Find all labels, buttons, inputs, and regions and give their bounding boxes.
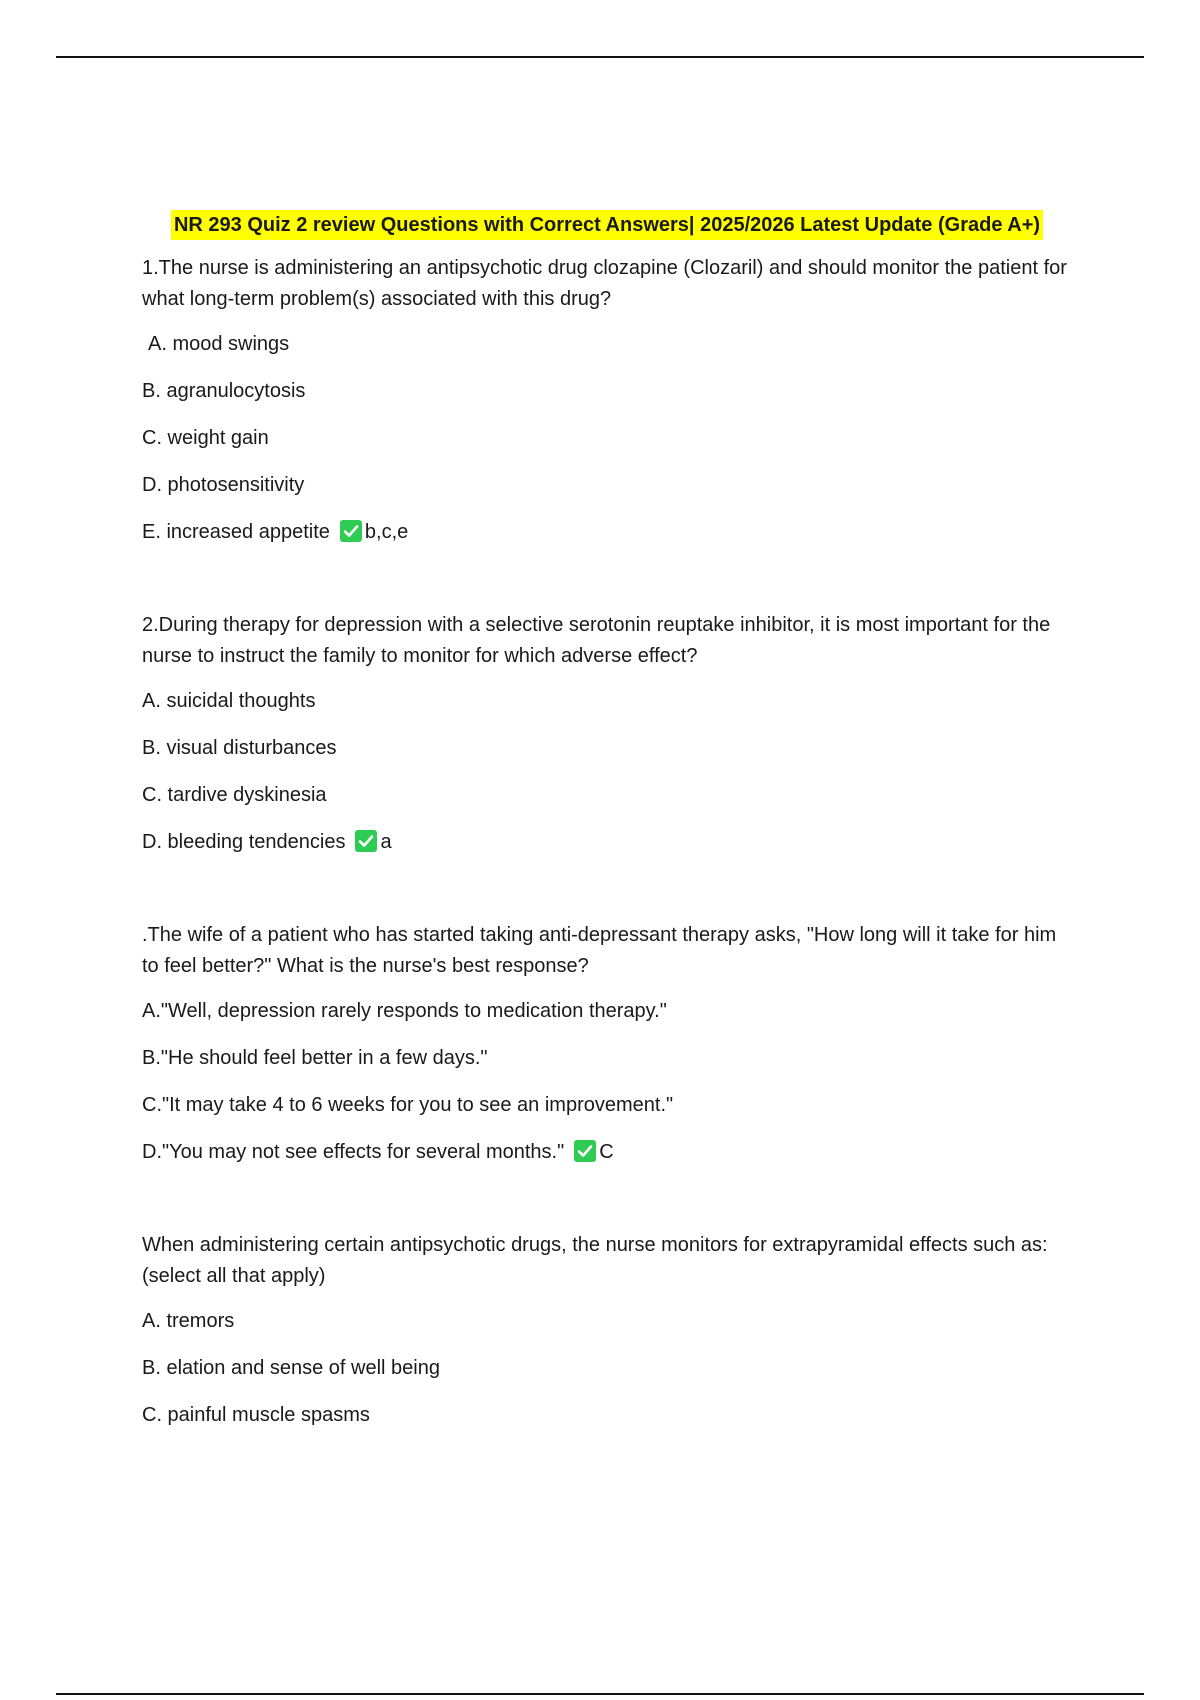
question-block-2 <box>142 610 1072 858</box>
question-text: .The wife of a patient who has started taking anti-depressant therapy asks, "How long will it take for him to feel better?" What is the nurse's best response? <box>142 924 1057 977</box>
option-a: A. tremors <box>142 1310 235 1332</box>
question-text: 1.The nurse is administering an antipsychotic drug clozapine (Clozaril) and should monitor the patient for what long-term problem(s) associated with this drug? <box>142 257 1067 310</box>
document-body <box>142 210 1072 1493</box>
option-b: B."He should feel better in a few days." <box>142 1047 488 1069</box>
option-d: D. photosensitivity <box>142 474 305 496</box>
option-d <box>142 827 1072 858</box>
option-b: B. visual disturbances <box>142 737 337 759</box>
option-c: C. tardive dyskinesia <box>142 784 327 806</box>
question-block-3 <box>142 920 1072 1168</box>
document-title: NR 293 Quiz 2 review Questions with Correct Answers| 2025/2026 Latest Update (Grade A+) <box>171 210 1043 240</box>
question-block-4 <box>142 1230 1072 1431</box>
top-rule <box>56 56 1144 58</box>
check-mark-icon <box>340 520 362 542</box>
answer-text: b,c,e <box>364 521 409 543</box>
option-b: B. elation and sense of well being <box>142 1357 440 1379</box>
answer-text: C <box>599 1141 614 1163</box>
option-a: A. mood swings <box>148 333 290 355</box>
option-d-label: D."You may not see effects for several months." <box>142 1141 565 1163</box>
bottom-rule <box>56 1693 1144 1695</box>
check-mark-icon <box>574 1140 596 1162</box>
check-mark-icon <box>355 830 377 852</box>
option-e-label: E. increased appetite <box>142 521 330 543</box>
option-c: C. weight gain <box>142 427 269 449</box>
option-e <box>142 517 1072 548</box>
option-c: C. painful muscle spasms <box>142 1404 370 1426</box>
question-text: 2.During therapy for depression with a selective serotonin reuptake inhibitor, it is most important for the nurse to instruct the family to monitor for which adverse effect? <box>142 614 1051 667</box>
answer-text: a <box>380 831 392 853</box>
question-text: When administering certain antipsychotic drugs, the nurse monitors for extrapyramidal effects such as: (select all that apply) <box>142 1234 1048 1287</box>
title-wrap <box>134 210 1080 241</box>
option-c: C."It may take 4 to 6 weeks for you to see an improvement." <box>142 1094 674 1116</box>
option-a: A."Well, depression rarely responds to medication therapy." <box>142 1000 667 1022</box>
option-a: A. suicidal thoughts <box>142 690 316 712</box>
question-block-1 <box>142 253 1072 548</box>
option-d <box>142 1137 1072 1168</box>
option-d-label: D. bleeding tendencies <box>142 831 346 853</box>
option-b: B. agranulocytosis <box>142 380 306 402</box>
